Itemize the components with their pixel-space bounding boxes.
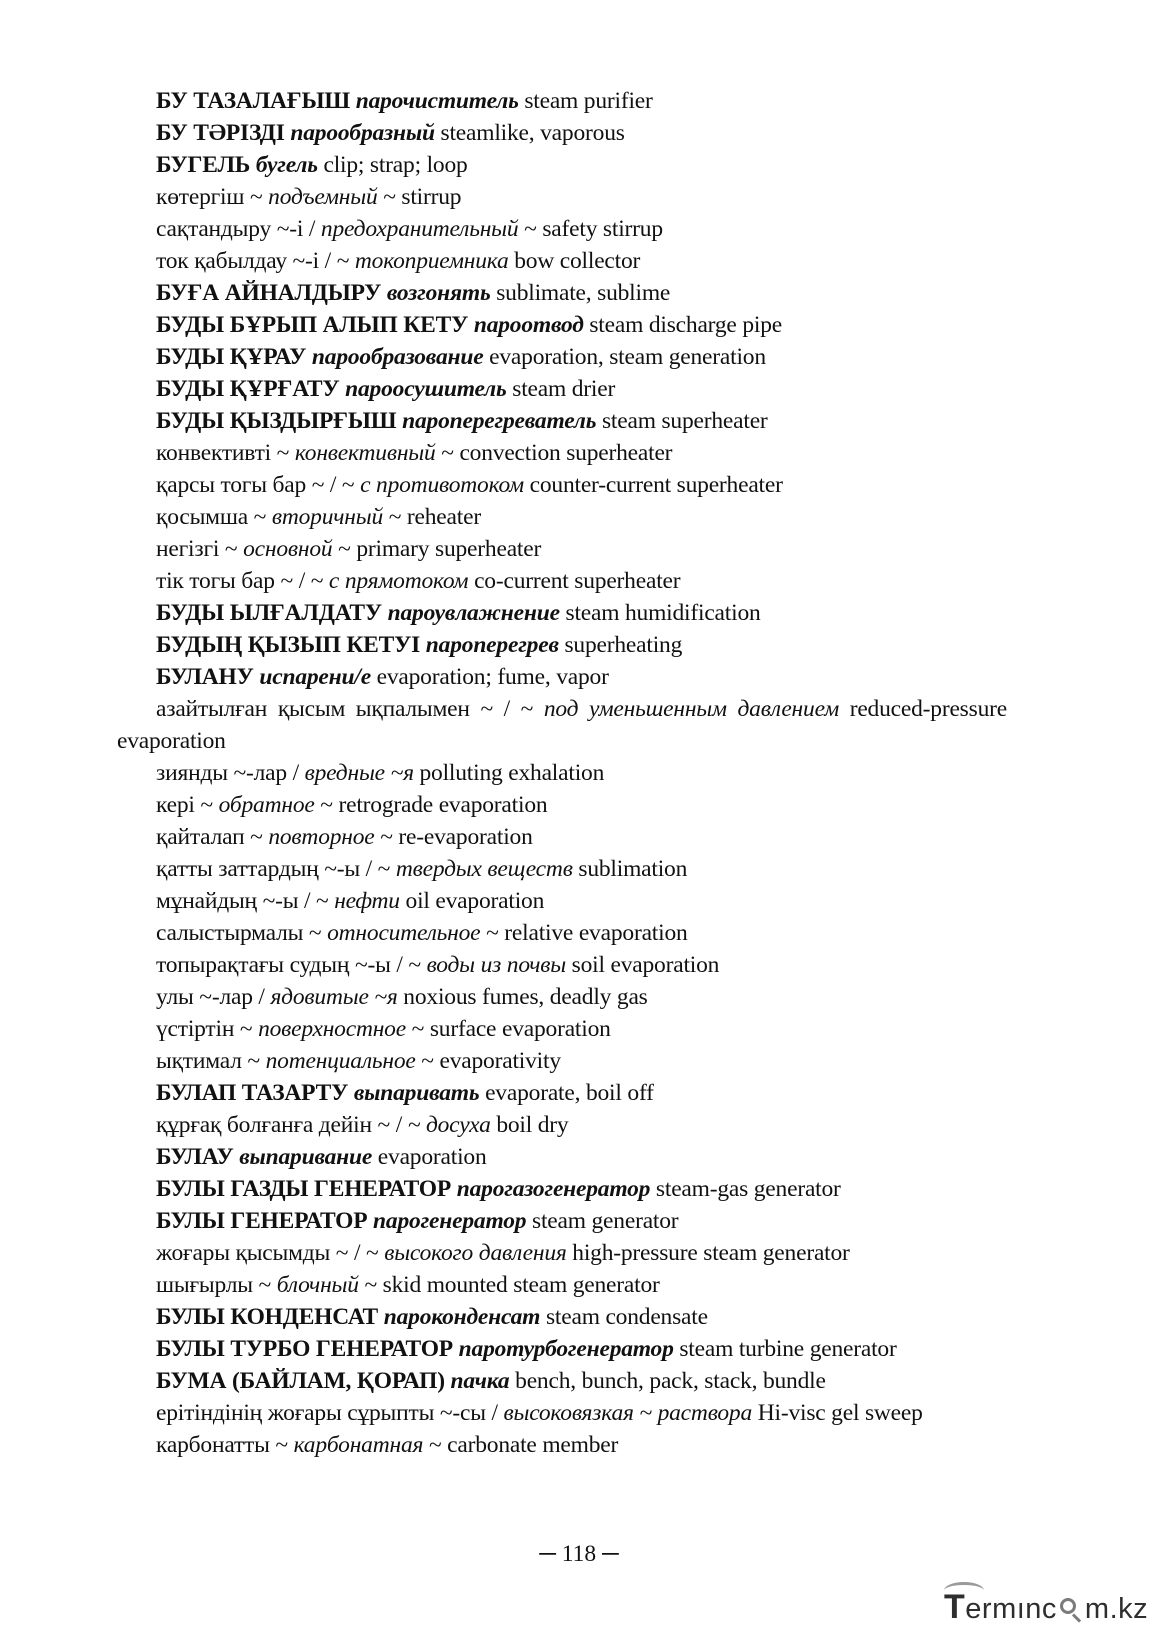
kazakh-term: конвективті ~ [156, 440, 290, 466]
logo-swoosh-icon [944, 1582, 984, 1599]
english-term: polluting exhalation [419, 760, 605, 786]
headword-entry [117, 149, 1007, 181]
english-term: steam condensate [545, 1304, 708, 1330]
kazakh-headword: БУҒА АЙНАЛДЫРУ [156, 280, 382, 306]
subentry [117, 501, 1007, 533]
subentry [117, 821, 1007, 853]
russian-term: обратное [218, 792, 315, 818]
russian-term: бугель [255, 152, 318, 178]
english-term: evaporation; fume, vapor [376, 664, 609, 690]
english-term: steam superheater [601, 408, 768, 434]
english-term: soil evaporation [571, 952, 720, 978]
russian-term: вторичный [271, 504, 384, 530]
headword-entry [117, 1077, 1007, 1109]
kazakh-term: қарсы тогы бар ~ / ~ [156, 472, 355, 498]
subentry [117, 1045, 1007, 1077]
russian-term: парогазогенератор [456, 1176, 651, 1202]
russian-term: ядовитые ~я [270, 984, 398, 1010]
subentry [117, 181, 1007, 213]
kazakh-headword: БУЛЫ ТУРБО ГЕНЕРАТОР [156, 1336, 453, 1362]
russian-term: пачка [450, 1368, 510, 1394]
russian-term: с прямотоком [328, 568, 469, 594]
english-term: steam discharge pipe [589, 312, 782, 338]
headword-entry [117, 309, 1007, 341]
russian-term: выпаривать [353, 1080, 480, 1106]
kazakh-term: жоғары қысымды ~ / ~ [156, 1240, 379, 1266]
headword-entry [117, 117, 1007, 149]
kazakh-headword: БУДЫ ҚҰРҒАТУ [156, 376, 340, 402]
russian-term: подъемный [268, 184, 378, 210]
kazakh-headword: БУДЫ БҰРЫП АЛЫП КЕТУ [156, 312, 469, 338]
russian-term: выпаривание [239, 1144, 373, 1170]
english-term: Hi-visc gel sweep [757, 1400, 923, 1426]
kazakh-term: топырақтағы судың ~-ы / ~ [156, 952, 421, 978]
headword-entry [117, 629, 1007, 661]
russian-term: карбонатная [293, 1432, 424, 1458]
english-term: clip; strap; loop [323, 152, 468, 178]
kazakh-term: ток қабылдау ~-і / ~ [156, 248, 350, 274]
russian-term: с противотоком [360, 472, 524, 498]
kazakh-headword: БУ ТАЗАЛАҒЫШ [156, 88, 351, 114]
kazakh-term: зиянды ~-лар / [156, 760, 299, 786]
english-term: evaporate, boil off [485, 1080, 654, 1106]
english-term: steam drier [512, 376, 616, 402]
russian-term: токоприемника [354, 248, 509, 274]
english-term: ~ stirrup [383, 184, 462, 210]
kazakh-term: салыстырмалы ~ [156, 920, 322, 946]
subentry [117, 885, 1007, 917]
russian-term: под уменьшенным давлением [543, 696, 840, 722]
page-number: ─ 118 ─ [539, 1541, 619, 1567]
kazakh-term: сақтандыру ~-і / [156, 216, 316, 242]
english-term: counter-current superheater [529, 472, 783, 498]
kazakh-headword: БУМА (БАЙЛАМ, ҚОРАП) [156, 1368, 445, 1394]
russian-term: пароотвод [473, 312, 584, 338]
english-term: ~ carbonate member [428, 1432, 619, 1458]
english-term: ~ relative evaporation [486, 920, 688, 946]
headword-entry [117, 1365, 1007, 1397]
english-term: ~ retrograde evaporation [320, 792, 548, 818]
english-term: steam purifier [524, 88, 653, 114]
subentry [117, 437, 1007, 469]
english-term: steam turbine generator [679, 1336, 897, 1362]
subentry [117, 1429, 1007, 1461]
kazakh-term: улы ~-лар / [156, 984, 265, 1010]
english-term: bench, bunch, pack, stack, bundle [515, 1368, 826, 1394]
english-term: steam-gas generator [655, 1176, 841, 1202]
kazakh-term: азайтылған қысым ықпалымен ~ / ~ [156, 696, 534, 722]
kazakh-term: кері ~ [156, 792, 213, 818]
russian-term: высокого давления [384, 1240, 567, 1266]
subentry [117, 213, 1007, 245]
kazakh-term: ерітіндінің жоғары сұрыпты ~-сы / [156, 1400, 498, 1426]
english-term: evaporation [377, 1144, 487, 1170]
kazakh-headword: БУДЫ ЫЛҒАЛДАТУ [156, 600, 382, 626]
russian-term: пароперегреватель [402, 408, 597, 434]
russian-term: конвективный [294, 440, 436, 466]
subentry [117, 917, 1007, 949]
kazakh-headword: БУДЫҢ ҚЫЗЫП КЕТУІ [156, 632, 421, 658]
english-term: steamlike, vaporous [440, 120, 625, 146]
english-term: ~ surface evaporation [411, 1016, 611, 1042]
russian-term: пароперегрев [425, 632, 559, 658]
russian-term: пароувлажнение [387, 600, 560, 626]
kazakh-term: қосымша ~ [156, 504, 267, 530]
kazakh-headword: БУЛАУ [156, 1144, 234, 1170]
subentry [117, 1237, 1007, 1269]
headword-entry [117, 373, 1007, 405]
kazakh-term: негізгі ~ [156, 536, 238, 562]
kazakh-term: мұнайдың ~-ы / ~ [156, 888, 329, 914]
kazakh-headword: БУЛАНУ [156, 664, 254, 690]
english-term: ~ evaporativity [421, 1048, 561, 1074]
russian-term: воды из почвы [426, 952, 566, 978]
english-term: noxious fumes, deadly gas [403, 984, 648, 1010]
kazakh-headword: БУДЫ ҚҰРАУ [156, 344, 307, 370]
subentry [117, 853, 1007, 885]
russian-term: пароосушитель [345, 376, 507, 402]
english-term: reduced-pressure evaporation [117, 696, 1007, 754]
kazakh-term: карбонатты ~ [156, 1432, 288, 1458]
kazakh-headword: БУГЕЛЬ [156, 152, 251, 178]
kazakh-headword: БУЛЫ ГАЗДЫ ГЕНЕРАТОР [156, 1176, 452, 1202]
headword-entry [117, 1205, 1007, 1237]
subentry [117, 469, 1007, 501]
english-term: oil evaporation [405, 888, 545, 914]
russian-term: пароконденсат [383, 1304, 541, 1330]
kazakh-headword: БУЛЫ ГЕНЕРАТОР [156, 1208, 368, 1234]
kazakh-term: үстіртін ~ [156, 1016, 253, 1042]
subentry [117, 565, 1007, 597]
kazakh-term: көтергіш ~ [156, 184, 263, 210]
english-term: evaporation, steam generation [489, 344, 766, 370]
english-term: ~ primary superheater [338, 536, 542, 562]
russian-term: основной [243, 536, 333, 562]
russian-term: вредные ~я [304, 760, 414, 786]
headword-entry [117, 1333, 1007, 1365]
english-term: bow collector [514, 248, 641, 274]
english-term: sublimation [578, 856, 688, 882]
kazakh-headword: БУЛЫ КОНДЕНСАТ [156, 1304, 379, 1330]
subentry [117, 789, 1007, 821]
russian-term: блочный [276, 1272, 359, 1298]
russian-term: парогенератор [373, 1208, 527, 1234]
russian-term: испарени/е [259, 664, 371, 690]
headword-entry [117, 1141, 1007, 1173]
subentry [117, 533, 1007, 565]
kazakh-term: қайталап ~ [156, 824, 263, 850]
subentry [117, 1397, 1007, 1429]
russian-term: паротурбогенератор [458, 1336, 674, 1362]
russian-term: ~ досуха [407, 1112, 491, 1138]
english-term: high-pressure steam generator [572, 1240, 850, 1266]
subentry [117, 693, 1007, 757]
english-term: ~ safety stirrup [524, 216, 663, 242]
subentry [117, 981, 1007, 1013]
russian-term: парочиститель [355, 88, 519, 114]
kazakh-headword: БУЛАП ТАЗАРТУ [156, 1080, 349, 1106]
kazakh-term: шығырлы ~ [156, 1272, 272, 1298]
dictionary-entries [117, 85, 1007, 1461]
english-term: sublimate, sublime [496, 280, 671, 306]
russian-term: парообразный [290, 120, 435, 146]
english-term: ~ reheater [388, 504, 481, 530]
subentry [117, 245, 1007, 277]
english-term: boil dry [496, 1112, 569, 1138]
russian-term: парообразование [311, 344, 484, 370]
subentry [117, 949, 1007, 981]
headword-entry [117, 661, 1007, 693]
english-term: ~ convection superheater [441, 440, 673, 466]
watermark-logo: Termınc m.kz [944, 1588, 1144, 1628]
kazakh-term: құрғақ болғанға дейін ~ / [156, 1112, 403, 1138]
headword-entry [117, 85, 1007, 117]
kazakh-term: қатты заттардың ~-ы / ~ [156, 856, 391, 882]
subentry [117, 757, 1007, 789]
subentry [117, 1109, 1007, 1141]
headword-entry [117, 597, 1007, 629]
russian-term: повторное [268, 824, 375, 850]
kazakh-term: ықтимал ~ [156, 1048, 260, 1074]
headword-entry [117, 1173, 1007, 1205]
headword-entry [117, 277, 1007, 309]
english-term: co-current superheater [474, 568, 681, 594]
russian-term: высоковязкая ~ раствора [503, 1400, 753, 1426]
russian-term: нефти [334, 888, 400, 914]
headword-entry [117, 341, 1007, 373]
headword-entry [117, 1301, 1007, 1333]
english-term: superheating [564, 632, 683, 658]
russian-term: твердых веществ [395, 856, 573, 882]
english-term: ~ skid mounted steam generator [364, 1272, 660, 1298]
subentry [117, 1013, 1007, 1045]
russian-term: относительное [327, 920, 481, 946]
russian-term: потенциальное [265, 1048, 416, 1074]
subentry [117, 1269, 1007, 1301]
english-term: steam generator [532, 1208, 679, 1234]
kazakh-term: тік тогы бар ~ / ~ [156, 568, 324, 594]
magnifier-icon [1058, 1596, 1084, 1622]
russian-term: возгонять [386, 280, 491, 306]
english-term: ~ re-evaporation [380, 824, 533, 850]
kazakh-headword: БУДЫ ҚЫЗДЫРҒЫШ [156, 408, 397, 434]
russian-term: предохранительный [320, 216, 519, 242]
kazakh-headword: БУ ТӘРІЗДІ [156, 120, 285, 146]
headword-entry [117, 405, 1007, 437]
russian-term: поверхностное [258, 1016, 406, 1042]
english-term: steam humidification [565, 600, 761, 626]
